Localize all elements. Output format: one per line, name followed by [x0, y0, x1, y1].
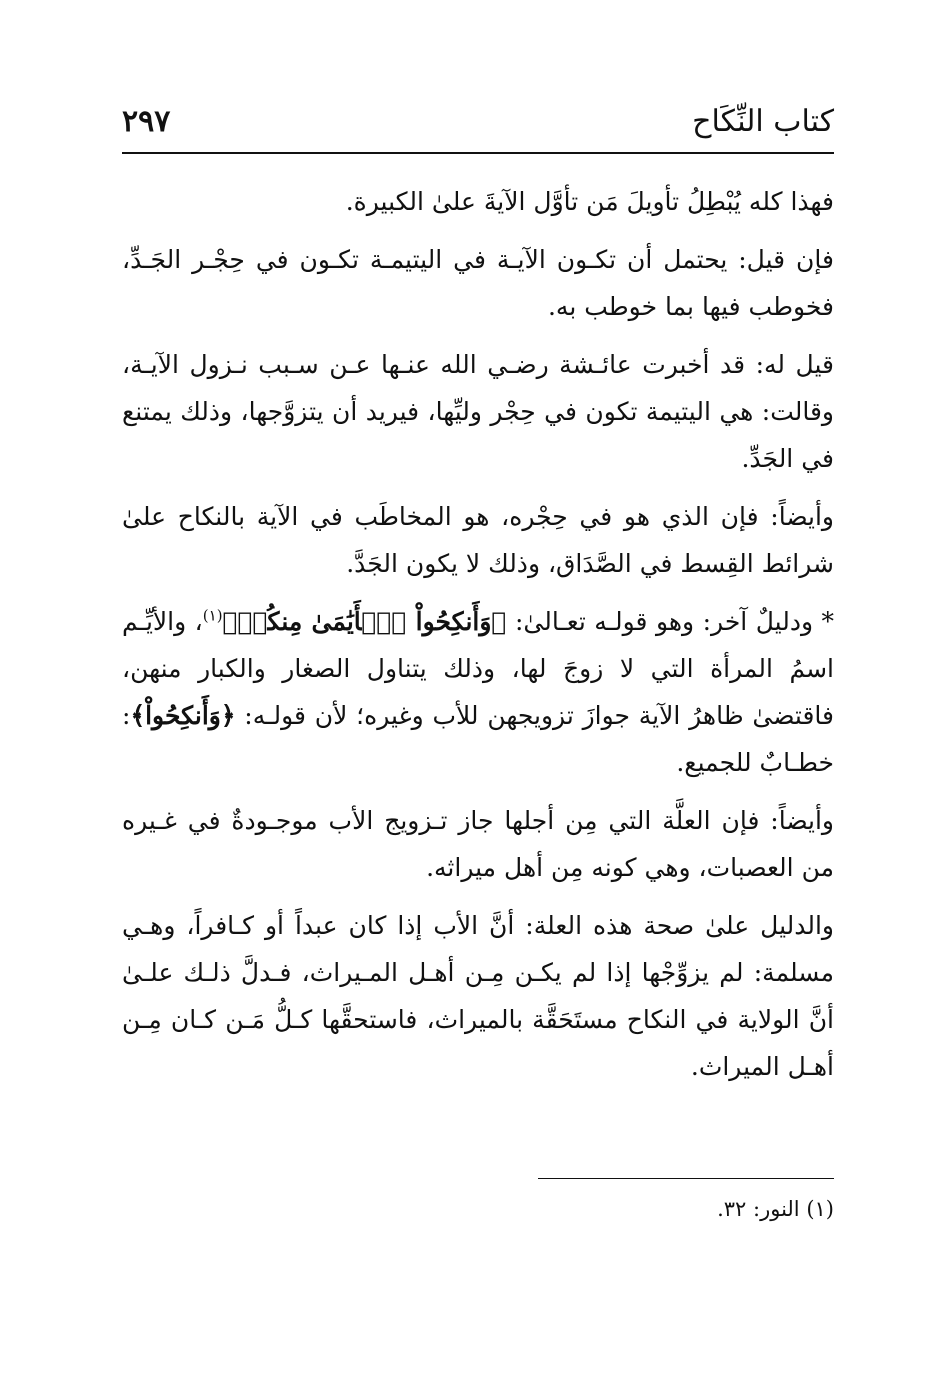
paragraph: والدليل علىٰ صحة هذه العلة: أنَّ الأب إذا كان عبداً أو كـافراً، وهـي مسلمة: لم يزوِّجْها إذا لم يكـن مِـن أهـل المـيراث، فـدلَّ ذلـك علـىٰ أنَّ الولاية في النكاح مستَحَقَّة بالميراث، فاستحقَّها كـلُّ مَـن كـان مِـن أهـل الميراث.	[122, 911, 834, 1081]
paragraph: فإن قيل: يحتمل أن تكـون الآيـة في اليتيمـة تكـون في حِجْـر الجَـدِّ، فخوطب فيها بما خوطب به.	[122, 245, 834, 321]
footnote-divider	[538, 1178, 834, 1179]
quran-verse: ﴿وَأَنكِحُواْ﴾	[130, 701, 236, 730]
page-header	[122, 96, 834, 154]
paragraph-with-verse	[122, 598, 834, 786]
paragraph-text: : خطـابٌ للجميع.	[122, 701, 834, 777]
paragraph: قيل له: قد أخبرت عائـشة رضـي الله عنـها عـن سـبب نـزول الآيـة، وقالت: هي اليتيمة تكون في حِجْر وليِّها، فيريد أن يتزوَّجها، وذلك يمتنع في الجَدِّ.	[122, 350, 834, 473]
quran-verse: ﴿وَأَنكِحُواْ ٱلۡأَيَٰمَىٰ مِنكُمۡ﴾	[222, 607, 507, 636]
main-text	[122, 178, 834, 1101]
paragraph-text: ، والأيِّـم اسمُ المرأة التي لا زوجَ لها، وذلك يتناول الصغار والكبار منهن، فاقتضىٰ ظاهرُ الآية جوازَ تزويجهن للأب وغيره؛ لأن قولـه:	[122, 607, 834, 730]
paragraph: وأيضاً: فإن العلَّة التي مِن أجلها جاز تـزويج الأب موجـودةٌ في غـيره من العصبات، وهي كونه مِن أهل ميراثه.	[122, 806, 834, 882]
paragraph: فهذا كله يُبْطِلُ تأويلَ مَن تأوَّل الآيةَ علىٰ الكبيرة.	[345, 187, 834, 216]
paragraph: وأيضاً: فإن الذي هو في حِجْره، هو المخاطَب في الآية بالنكاح علىٰ شرائط القِسط في الصَّدَاق، وذلك لا يكون الجَدَّ.	[122, 502, 834, 578]
footnote: (١) النور: ٣٢.	[717, 1197, 834, 1221]
page-number: ٢٩٧	[122, 104, 171, 139]
paragraph-text: * ودليلٌ آخر: وهو قولـه تعـالىٰ:	[506, 607, 835, 636]
chapter-title: كتاب النِّكَاح	[692, 104, 834, 139]
footnote-reference[interactable]: (١)	[202, 606, 223, 625]
